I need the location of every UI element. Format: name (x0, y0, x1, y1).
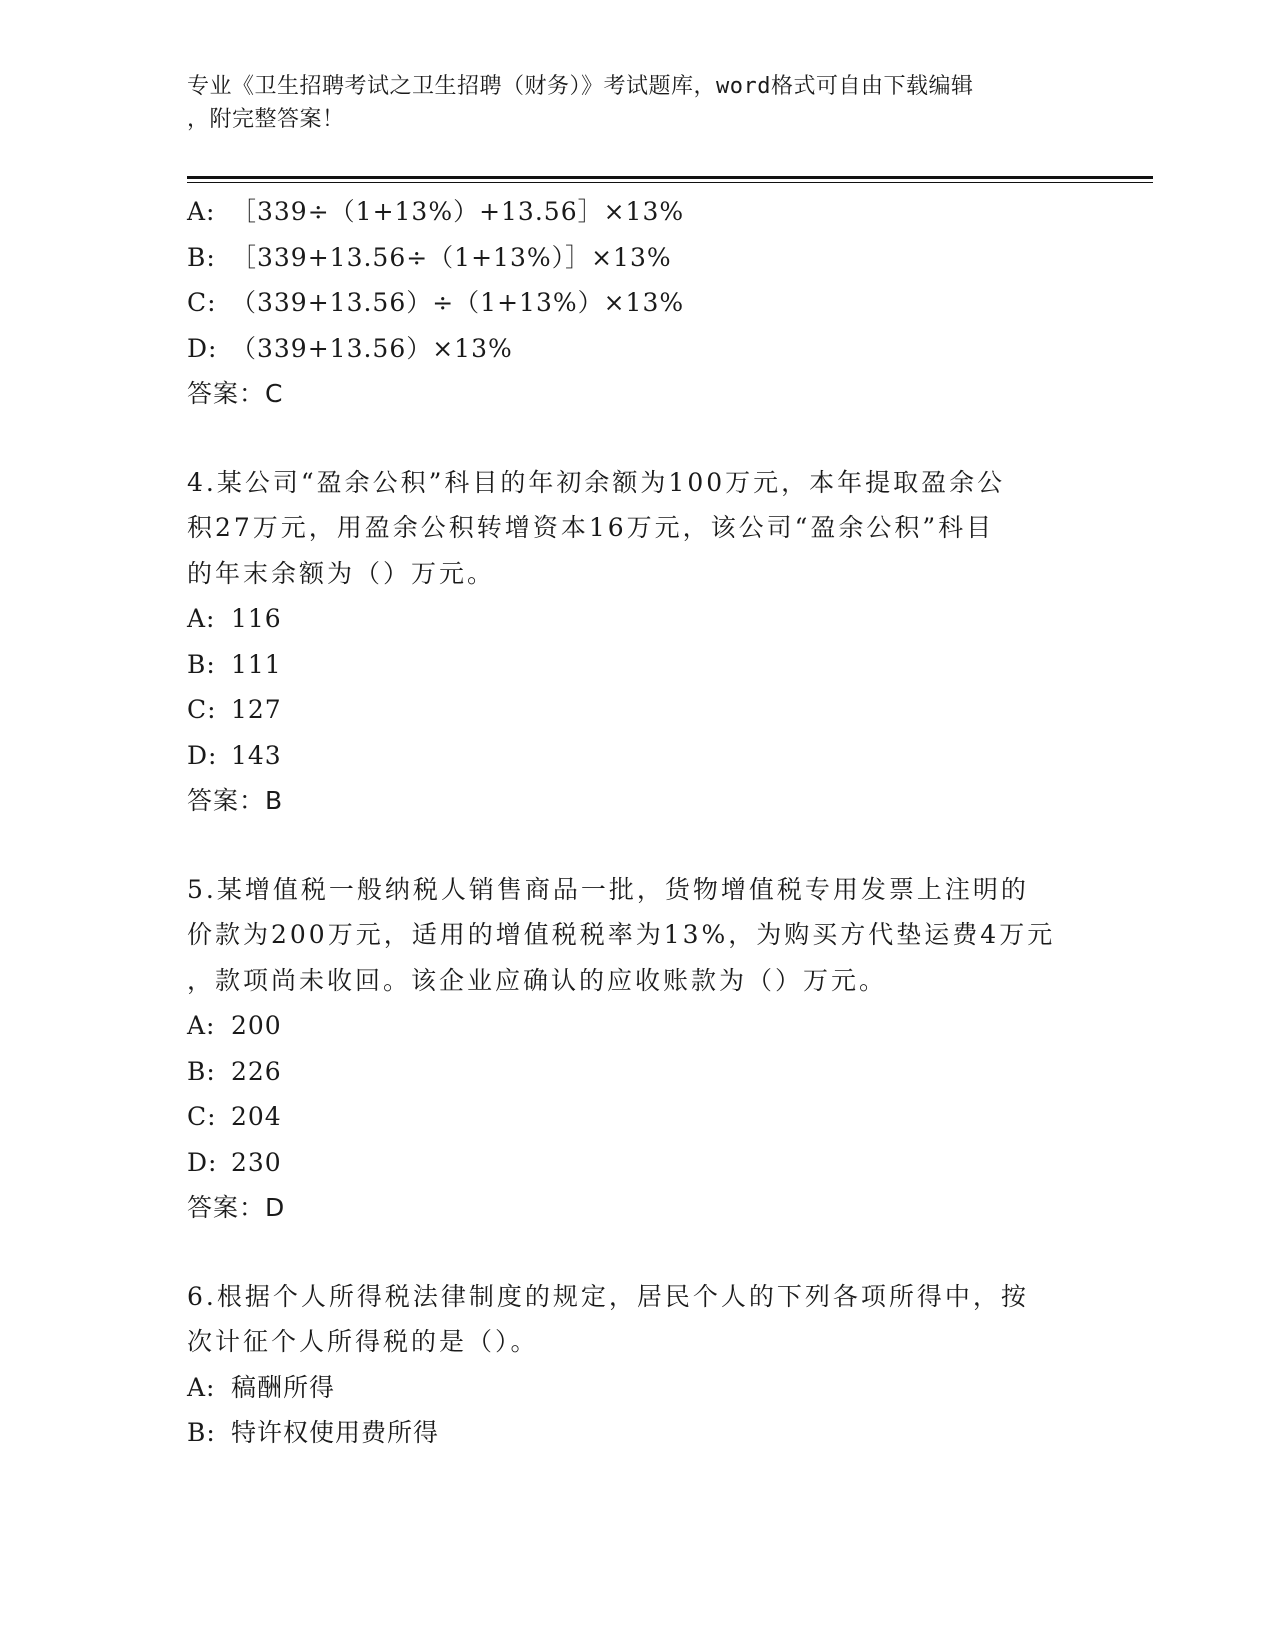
question-text-line: ，款项尚未收回。该企业应确认的应收账款为（）万元。 (187, 965, 888, 995)
question-text-line: 积27万元，用盈余公积转增资本16万元，该公司“盈余公积”科目 (187, 513, 995, 542)
option-d: D: （339+13.56）×13% (187, 333, 513, 363)
option-b: B: ［339+13.56÷（1+13%）］×13% (187, 242, 672, 272)
question-5 (187, 867, 1087, 1231)
question-text-line: 5.某增值税一般纳税人销售商品一批，货物增值税专用发票上注明的 (187, 874, 1029, 904)
question-text-line: 的年末余额为（）万元。 (187, 558, 496, 588)
header-rule-thin (187, 182, 1153, 183)
option-d: D: 143 (187, 740, 282, 770)
option-a: A: 200 (187, 1011, 282, 1040)
answer-line: 答案：B (187, 786, 284, 815)
document-header (187, 70, 1067, 136)
option-b: B: 111 (187, 649, 282, 679)
header-rule-thick (187, 176, 1153, 179)
header-line-2: ，附完整答案！ (187, 107, 345, 132)
question-text-line: 4.某公司“盈余公积”科目的年初余额为100万元，本年提取盈余公 (187, 467, 1006, 497)
option-c: C: （339+13.56）÷（1+13%）×13% (187, 288, 685, 317)
option-a: A: 稿酬所得 (187, 1372, 336, 1402)
option-a: A: 116 (187, 604, 282, 633)
option-b: B: 226 (187, 1056, 282, 1086)
question-4 (187, 460, 1087, 824)
question-text-line: 价款为200万元，适用的增值税税率为13%，为购买方代垫运费4万元 (187, 920, 1056, 949)
question-6 (187, 1274, 1087, 1456)
question-3 (187, 189, 1087, 417)
option-c: C: 127 (187, 695, 282, 724)
option-d: D: 230 (187, 1147, 282, 1177)
header-line-1: 专业《卫生招聘考试之卫生招聘（财务）》考试题库，word格式可自由下载编辑 (187, 74, 974, 99)
answer-line: 答案：C (187, 379, 284, 408)
question-text-line: 次计征个人所得税的是（）。 (187, 1327, 539, 1356)
option-b: B: 特许权使用费所得 (187, 1418, 440, 1447)
option-c: C: 204 (187, 1102, 282, 1131)
answer-line: 答案：D (187, 1193, 286, 1222)
question-text-line: 6.根据个人所得税法律制度的规定，居民个人的下列各项所得中，按 (187, 1281, 1029, 1311)
option-a: A: ［339÷（1+13%）+13.56］×13% (187, 197, 685, 226)
question-content (187, 189, 1087, 1456)
